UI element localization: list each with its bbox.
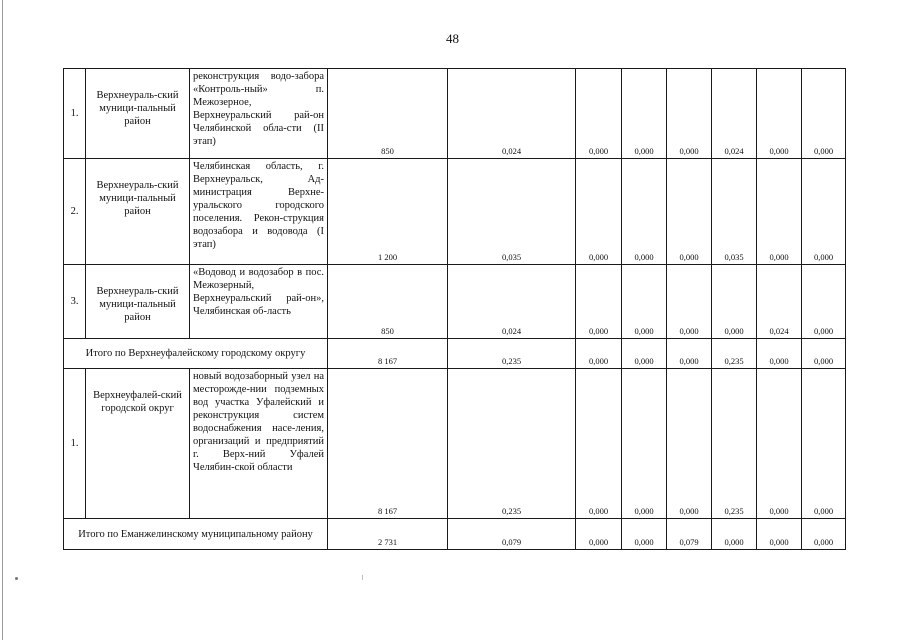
- table-row: [64, 69, 846, 159]
- object-description: Челябинская область, г. Верхнеуральск, Ад-министрация Верхне-уральского городского поселения. Рекон-струкция водозабора и водовода (I этап): [190, 159, 328, 265]
- year-value: 0,000: [802, 369, 846, 519]
- year-value: 0,000: [622, 369, 667, 519]
- year-value: 0,000: [802, 159, 846, 265]
- year-value: 0,000: [667, 339, 712, 369]
- water-supply-table: [63, 68, 846, 550]
- year-value: 0,000: [576, 519, 622, 550]
- municipality-name: Верхнеураль-ский муници-пальный район: [86, 159, 190, 265]
- municipality-name: Верхнеураль-ский муници-пальный район: [86, 265, 190, 339]
- total-label: Итого по Верхнеуфалейскому городскому округу: [64, 339, 328, 369]
- year-value: 0,000: [576, 369, 622, 519]
- year-value: 0,000: [622, 265, 667, 339]
- year-value: 0,079: [667, 519, 712, 550]
- year-value: 0,000: [667, 69, 712, 159]
- volume-value: 0,235: [448, 339, 576, 369]
- year-value: 0,000: [757, 69, 802, 159]
- table-row: [64, 159, 846, 265]
- row-number: 1.: [64, 369, 86, 519]
- year-value: 0,000: [667, 265, 712, 339]
- year-value: 0,000: [667, 369, 712, 519]
- volume-value: 0,024: [448, 69, 576, 159]
- table-body: [64, 69, 846, 550]
- year-value: 0,035: [712, 159, 757, 265]
- year-value: 0,024: [712, 69, 757, 159]
- year-value: 0,000: [757, 369, 802, 519]
- year-value: 0,000: [802, 265, 846, 339]
- population-value: 1 200: [328, 159, 448, 265]
- municipality-name: Верхнеураль-ский муници-пальный район: [86, 69, 190, 159]
- year-value: 0,000: [576, 339, 622, 369]
- total-label: Итого по Еманжелинскому муниципальному району: [64, 519, 328, 550]
- table-row: [64, 265, 846, 339]
- population-value: 8 167: [328, 339, 448, 369]
- object-description: «Водовод и водозабор в пос. Межозерный, Верхнеуральский рай-он», Челябинская об-ласть: [190, 265, 328, 339]
- total-row: [64, 519, 846, 550]
- year-value: 0,000: [576, 265, 622, 339]
- total-row: [64, 339, 846, 369]
- year-value: 0,000: [712, 265, 757, 339]
- scan-speck: [362, 575, 363, 580]
- volume-value: 0,035: [448, 159, 576, 265]
- year-value: 0,000: [757, 159, 802, 265]
- year-value: 0,000: [576, 159, 622, 265]
- volume-value: 0,024: [448, 265, 576, 339]
- population-value: 2 731: [328, 519, 448, 550]
- year-value: 0,235: [712, 369, 757, 519]
- year-value: 0,000: [667, 159, 712, 265]
- year-value: 0,000: [802, 519, 846, 550]
- volume-value: 0,079: [448, 519, 576, 550]
- row-number: 2.: [64, 159, 86, 265]
- scan-edge-line: [2, 0, 3, 640]
- table-row: [64, 369, 846, 519]
- year-value: 0,000: [622, 339, 667, 369]
- municipality-name: Верхнеуфалей-ский городской округ: [86, 369, 190, 519]
- year-value: 0,000: [622, 519, 667, 550]
- year-value: 0,000: [757, 519, 802, 550]
- year-value: 0,000: [622, 69, 667, 159]
- year-value: 0,000: [712, 519, 757, 550]
- object-description: новый водозаборный узел на месторожде-нии подземных вод участка Уфалейский и реконструкция систем водоснабжения насе-ления, организаций и предприятий г. Верх-ний Уфалей Челябин-ской области: [190, 369, 328, 519]
- scan-speck: [15, 577, 18, 580]
- year-value: 0,235: [712, 339, 757, 369]
- year-value: 0,024: [757, 265, 802, 339]
- object-description: реконструкция водо-забора «Контроль-ный» п. Межозерное, Верхнеуральский рай-он Челябинской обла-сти (II этап): [190, 69, 328, 159]
- row-number: 3.: [64, 265, 86, 339]
- volume-value: 0,235: [448, 369, 576, 519]
- year-value: 0,000: [802, 69, 846, 159]
- population-value: 8 167: [328, 369, 448, 519]
- year-value: 0,000: [757, 339, 802, 369]
- row-number: 1.: [64, 69, 86, 159]
- year-value: 0,000: [802, 339, 846, 369]
- page-number: 48: [446, 31, 459, 46]
- population-value: 850: [328, 69, 448, 159]
- year-value: 0,000: [576, 69, 622, 159]
- year-value: 0,000: [622, 159, 667, 265]
- population-value: 850: [328, 265, 448, 339]
